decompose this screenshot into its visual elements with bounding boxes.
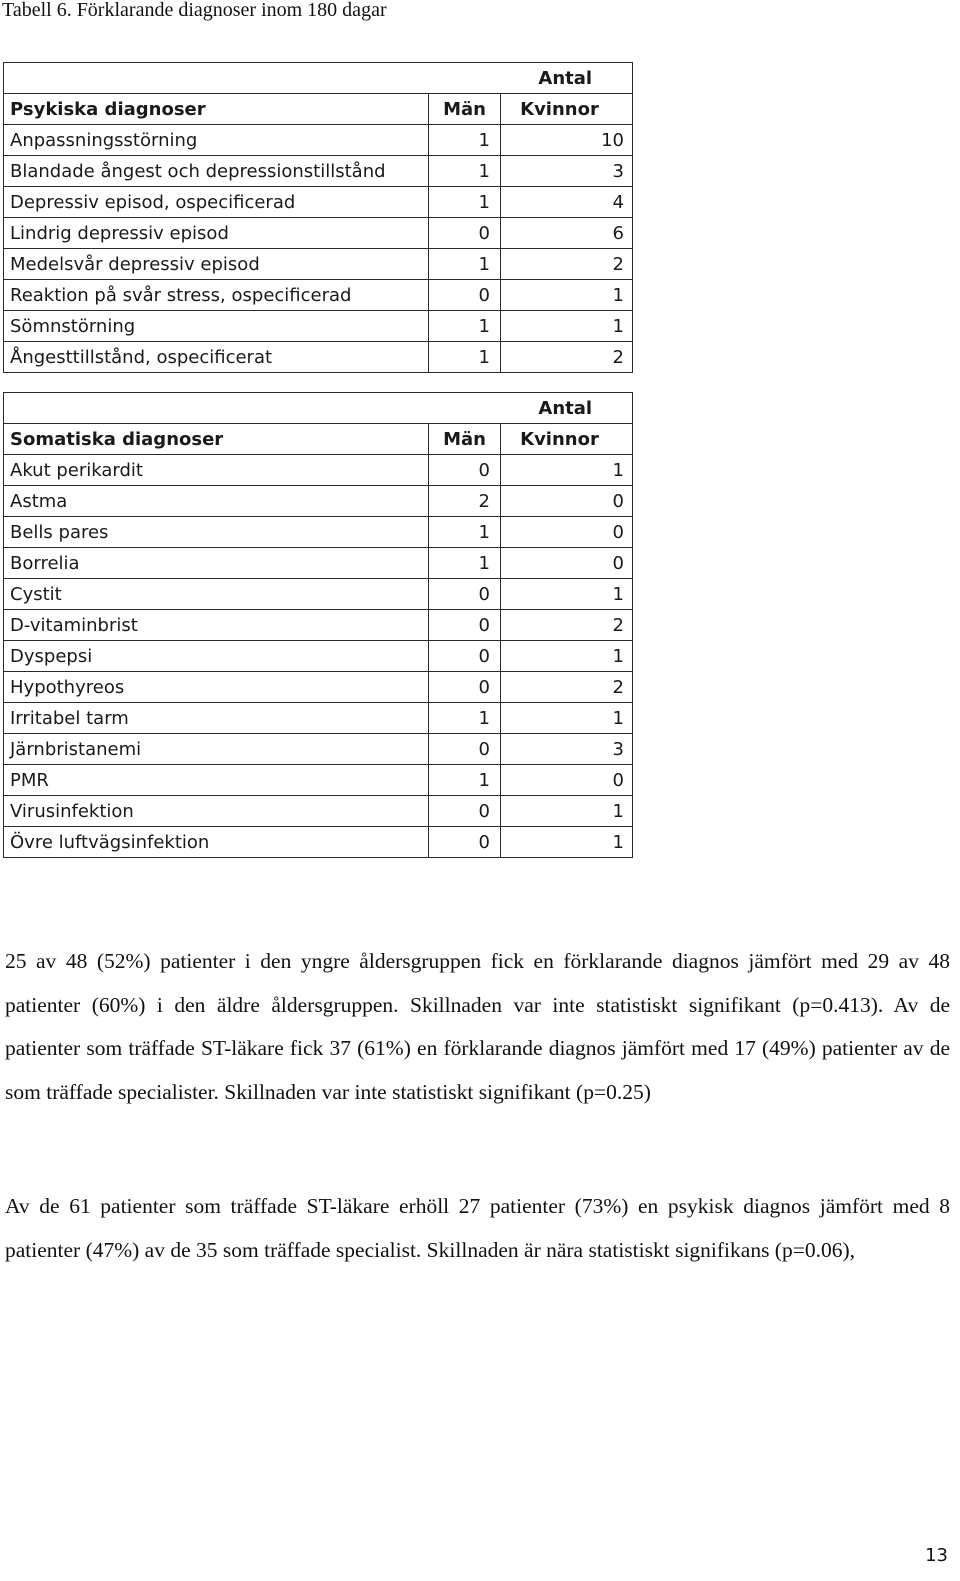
women-count: 1 bbox=[501, 796, 633, 827]
diagnosis-name: Akut perikardit bbox=[4, 455, 429, 486]
diagnosis-name: Lindrig depressiv episod bbox=[4, 218, 429, 249]
men-count: 0 bbox=[429, 455, 501, 486]
table-row bbox=[4, 672, 633, 703]
column-header-row bbox=[4, 424, 633, 455]
table-row bbox=[4, 610, 633, 641]
table-row bbox=[4, 734, 633, 765]
men-count: 0 bbox=[429, 610, 501, 641]
men-count: 0 bbox=[429, 579, 501, 610]
count-group-header: Antal bbox=[501, 393, 633, 424]
men-count: 0 bbox=[429, 734, 501, 765]
page-number: 13 bbox=[925, 1545, 948, 1566]
diagnosis-name: D-vitaminbrist bbox=[4, 610, 429, 641]
psychiatric-diagnoses-table bbox=[3, 62, 633, 373]
men-count: 1 bbox=[429, 342, 501, 373]
diagnosis-name: Astma bbox=[4, 486, 429, 517]
diagnosis-name: Järnbristanemi bbox=[4, 734, 429, 765]
women-count: 1 bbox=[501, 641, 633, 672]
women-count: 3 bbox=[501, 734, 633, 765]
women-count: 6 bbox=[501, 218, 633, 249]
table-row bbox=[4, 249, 633, 280]
table-row bbox=[4, 517, 633, 548]
table-row bbox=[4, 548, 633, 579]
women-count: 1 bbox=[501, 311, 633, 342]
diagnosis-name: Blandade ångest och depressionstillstånd bbox=[4, 156, 429, 187]
table-row bbox=[4, 641, 633, 672]
table-row bbox=[4, 280, 633, 311]
diagnosis-name: Sömnstörning bbox=[4, 311, 429, 342]
results-paragraph: 25 av 48 (52%) patienter i den yngre åldersgruppen fick en förklarande diagnos jämfört med 29 av 48 patienter (60%) i den äldre åldersgruppen. Skillnaden var inte statistiskt signifikant (p=0.413). Av de patienter som träffade ST-läkare fick 37 (61%) en förklarande diagnos jämfört med 17 (49%) patienter av de som träffade specialister. Skillnaden var inte statistiskt signifikant (p=0.25) bbox=[5, 949, 950, 1104]
men-count: 1 bbox=[429, 765, 501, 796]
men-count: 0 bbox=[429, 641, 501, 672]
diagnosis-name: Övre luftvägsinfektion bbox=[4, 827, 429, 858]
diagnosis-name: Ångesttillstånd, ospecificerat bbox=[4, 342, 429, 373]
men-count: 1 bbox=[429, 311, 501, 342]
diagnosis-name: Dyspepsi bbox=[4, 641, 429, 672]
women-count: 10 bbox=[501, 125, 633, 156]
diagnosis-name: Cystit bbox=[4, 579, 429, 610]
table-row bbox=[4, 187, 633, 218]
women-count: 1 bbox=[501, 280, 633, 311]
table-row bbox=[4, 342, 633, 373]
men-count: 0 bbox=[429, 218, 501, 249]
men-count: 0 bbox=[429, 280, 501, 311]
men-count: 1 bbox=[429, 703, 501, 734]
table-row bbox=[4, 765, 633, 796]
column-header-row bbox=[4, 94, 633, 125]
women-count: 0 bbox=[501, 765, 633, 796]
table-row bbox=[4, 156, 633, 187]
women-count: 3 bbox=[501, 156, 633, 187]
diagnosis-name: Reaktion på svår stress, ospecificerad bbox=[4, 280, 429, 311]
women-count: 2 bbox=[501, 672, 633, 703]
women-count: 2 bbox=[501, 249, 633, 280]
diagnosis-name: Depressiv episod, ospecificerad bbox=[4, 187, 429, 218]
results-paragraph: Av de 61 patienter som träffade ST-läkare erhöll 27 patienter (73%) en psykisk diagnos jämfört med 8 patienter (47%) av de 35 som träffade specialist. Skillnaden är nära statistiskt signifikans (p=0.06), bbox=[5, 1194, 950, 1262]
women-count: 1 bbox=[501, 579, 633, 610]
empty-header-cell bbox=[4, 393, 429, 424]
men-count: 1 bbox=[429, 548, 501, 579]
table-row bbox=[4, 703, 633, 734]
women-column-header: Kvinnor bbox=[501, 424, 633, 455]
diagnosis-name: Borrelia bbox=[4, 548, 429, 579]
women-count: 0 bbox=[501, 517, 633, 548]
diagnosis-name: Virusinfektion bbox=[4, 796, 429, 827]
diagnosis-name: Hypothyreos bbox=[4, 672, 429, 703]
group-header-row bbox=[4, 393, 633, 424]
men-count: 0 bbox=[429, 672, 501, 703]
women-count: 0 bbox=[501, 548, 633, 579]
table-row bbox=[4, 827, 633, 858]
women-count: 0 bbox=[501, 486, 633, 517]
diagnosis-name: Irritabel tarm bbox=[4, 703, 429, 734]
men-count: 0 bbox=[429, 796, 501, 827]
table-caption: Tabell 6. Förklarande diagnoser inom 180 dagar bbox=[2, 0, 387, 21]
somatic-diagnoses-table bbox=[3, 392, 633, 858]
women-count: 1 bbox=[501, 827, 633, 858]
men-count: 2 bbox=[429, 486, 501, 517]
diagnosis-name: PMR bbox=[4, 765, 429, 796]
table-row bbox=[4, 311, 633, 342]
men-column-header: Män bbox=[429, 424, 501, 455]
table-row bbox=[4, 796, 633, 827]
women-count: 2 bbox=[501, 342, 633, 373]
table-row bbox=[4, 218, 633, 249]
table-row bbox=[4, 486, 633, 517]
women-count: 4 bbox=[501, 187, 633, 218]
women-count: 1 bbox=[501, 703, 633, 734]
empty-header-cell bbox=[429, 63, 501, 94]
group-header-row bbox=[4, 63, 633, 94]
men-count: 0 bbox=[429, 827, 501, 858]
category-title: Psykiska diagnoser bbox=[4, 94, 429, 125]
women-count: 2 bbox=[501, 610, 633, 641]
count-group-header: Antal bbox=[501, 63, 633, 94]
women-count: 1 bbox=[501, 455, 633, 486]
men-count: 1 bbox=[429, 249, 501, 280]
empty-header-cell bbox=[429, 393, 501, 424]
men-count: 1 bbox=[429, 187, 501, 218]
diagnosis-name: Medelsvår depressiv episod bbox=[4, 249, 429, 280]
table-row bbox=[4, 579, 633, 610]
table-row bbox=[4, 455, 633, 486]
table-row bbox=[4, 125, 633, 156]
men-count: 1 bbox=[429, 125, 501, 156]
diagnosis-name: Bells pares bbox=[4, 517, 429, 548]
men-count: 1 bbox=[429, 517, 501, 548]
men-count: 1 bbox=[429, 156, 501, 187]
women-column-header: Kvinnor bbox=[501, 94, 633, 125]
empty-header-cell bbox=[4, 63, 429, 94]
category-title: Somatiska diagnoser bbox=[4, 424, 429, 455]
diagnosis-name: Anpassningsstörning bbox=[4, 125, 429, 156]
men-column-header: Män bbox=[429, 94, 501, 125]
